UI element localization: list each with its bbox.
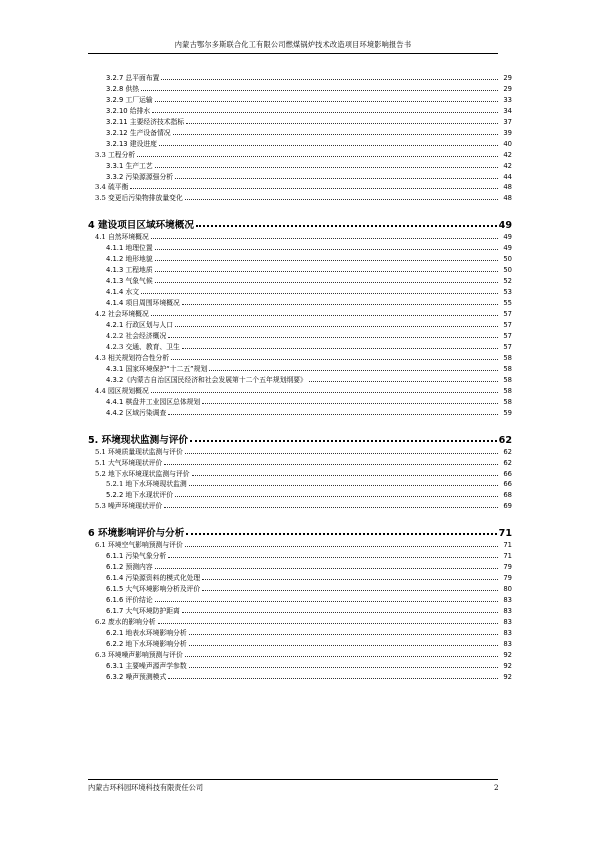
toc-leader-dots	[159, 145, 498, 146]
toc-entry-title: 6.1.4 污染源资料的模式化处理	[106, 574, 201, 583]
toc-entry[interactable]	[88, 560, 512, 571]
toc-page-number: 80	[503, 585, 512, 594]
toc-entry-title: 5.2 地下水环境现状监测与评价	[95, 469, 190, 478]
toc-entry[interactable]	[88, 241, 512, 252]
toc-entry-title: 3.2.8 供热	[106, 84, 140, 93]
toc-page-number: 58	[503, 397, 512, 406]
toc-entry-title: 3.2.13 建设进度	[106, 139, 157, 148]
toc-entry-title: 4 建设项目区域环境概况	[88, 220, 194, 232]
toc-chapter-entry[interactable]	[88, 214, 512, 230]
toc-page-number: 83	[503, 639, 512, 648]
toc-entry-title: 4.2.2 社会经济概况	[106, 331, 167, 340]
toc-page-number: 29	[503, 84, 512, 93]
toc-leader-dots	[186, 123, 498, 124]
toc-leader-dots	[141, 90, 498, 91]
toc-page-number: 48	[503, 194, 512, 203]
toc-entry[interactable]	[88, 181, 512, 192]
toc-page-number: 57	[503, 321, 512, 330]
table-of-contents	[88, 71, 512, 681]
toc-entry[interactable]	[88, 191, 512, 202]
toc-page-number: 58	[503, 375, 512, 384]
toc-leader-dots	[151, 392, 498, 393]
toc-leader-dots	[209, 370, 498, 371]
toc-page-number: 42	[503, 150, 512, 159]
toc-entry-title: 3.3 工程分析	[95, 150, 136, 159]
toc-entry-title: 4.2.1 行政区划与人口	[106, 321, 174, 330]
toc-entry[interactable]	[88, 115, 512, 126]
toc-page-number: 55	[503, 299, 512, 308]
toc-leader-dots	[185, 656, 498, 657]
toc-entry[interactable]	[88, 170, 512, 181]
toc-spacer	[88, 202, 512, 214]
toc-leader-dots	[161, 79, 498, 80]
toc-page-number: 83	[503, 628, 512, 637]
toc-entry-title: 6.1.1 污染气象分析	[106, 552, 167, 561]
toc-page-number: 50	[503, 255, 512, 264]
toc-entry[interactable]	[88, 263, 512, 274]
toc-entry[interactable]	[88, 384, 512, 395]
toc-entry-title: 4.2 社会环境概况	[95, 310, 149, 319]
toc-page-number: 58	[503, 364, 512, 373]
toc-leader-dots	[175, 326, 498, 327]
toc-leader-dots	[202, 403, 498, 404]
toc-entry-title: 6.1.2 预测内容	[106, 563, 153, 572]
toc-entry-title: 4.2.3 交通、教育、卫生	[106, 342, 180, 351]
toc-leader-dots	[155, 249, 498, 250]
toc-entry-title: 3.4 硫平衡	[95, 183, 129, 192]
toc-page-number: 40	[503, 139, 512, 148]
toc-leader-dots	[182, 348, 498, 349]
toc-entry[interactable]	[88, 406, 512, 417]
toc-entry[interactable]	[88, 488, 512, 499]
toc-entry[interactable]	[88, 230, 512, 241]
toc-leader-dots	[151, 238, 498, 239]
toc-entry[interactable]	[88, 670, 512, 681]
toc-entry[interactable]	[88, 659, 512, 670]
toc-entry-title: 5.1 环境质量现状监测与评价	[95, 447, 183, 456]
toc-page-number: 71	[498, 528, 512, 540]
toc-entry[interactable]	[88, 499, 512, 510]
toc-entry-title: 4.1.4 水文	[106, 288, 140, 297]
toc-page-number: 34	[503, 106, 512, 115]
toc-entry-title: 6.2 废水的影响分析	[95, 617, 156, 626]
toc-page-number: 92	[503, 672, 512, 681]
toc-entry-title: 4.1 自然环境概况	[95, 233, 149, 242]
toc-leader-dots	[137, 156, 498, 157]
toc-leader-dots	[168, 337, 498, 338]
toc-entry-title: 4.1.1 地理位置	[106, 244, 153, 253]
toc-entry[interactable]	[88, 582, 512, 593]
toc-page-number: 58	[503, 386, 512, 395]
toc-entry-title: 4.3.1 国家环境保护“十二五”规划	[106, 364, 208, 373]
toc-entry-title: 3.2.9 工厂运输	[106, 95, 153, 104]
toc-leader-dots	[175, 496, 498, 497]
toc-page-number: 83	[503, 617, 512, 626]
toc-page-number: 50	[503, 266, 512, 275]
toc-leader-dots	[202, 579, 498, 580]
toc-entry-title: 6.1.5 大气环境影响分析及评价	[106, 585, 201, 594]
toc-entry[interactable]	[88, 648, 512, 659]
toc-leader-dots	[175, 178, 498, 179]
toc-page-number: 57	[503, 342, 512, 351]
toc-leader-dots	[192, 475, 498, 476]
toc-leader-dots	[190, 440, 497, 442]
toc-entry[interactable]	[88, 71, 512, 82]
toc-entry-title: 6.2.2 地下水环境影响分析	[106, 639, 187, 648]
toc-leader-dots	[155, 101, 498, 102]
toc-entry[interactable]	[88, 593, 512, 604]
toc-entry[interactable]	[88, 549, 512, 560]
toc-page-number: 44	[503, 172, 512, 181]
toc-leader-dots	[130, 188, 498, 189]
toc-entry[interactable]	[88, 159, 512, 170]
toc-page-number: 58	[503, 353, 512, 362]
toc-entry-title: 3.5 变更后污染物排放量变化	[95, 194, 183, 203]
toc-entry-title: 3.2.10 给排水	[106, 106, 151, 115]
toc-entry-title: 4.4.2 区域污染调查	[106, 408, 167, 417]
toc-page-number: 62	[503, 458, 512, 467]
toc-entry[interactable]	[88, 329, 512, 340]
toc-leader-dots	[185, 546, 498, 547]
toc-leader-dots	[164, 507, 498, 508]
toc-entry[interactable]	[88, 93, 512, 104]
toc-leader-dots	[164, 464, 498, 465]
toc-entry-title: 5.3 噪声环境现状评价	[95, 502, 163, 511]
toc-entry-title: 5.2.1 地下水环境现状监测	[106, 480, 187, 489]
toc-leader-dots	[141, 293, 498, 294]
toc-entry-title: 6.3 环境噪声影响预测与评价	[95, 650, 183, 659]
toc-entry[interactable]	[88, 478, 512, 489]
toc-entry-title: 5.1 大气环境现状评价	[95, 458, 163, 467]
toc-leader-dots	[189, 634, 498, 635]
toc-entry-title: 6.2.1 地表水环境影响分析	[106, 628, 187, 637]
toc-leader-dots	[186, 533, 496, 535]
toc-entry-title: 4.1.4 项目周围环境概况	[106, 299, 180, 308]
toc-leader-dots	[173, 134, 498, 135]
toc-entry[interactable]	[88, 137, 512, 148]
toc-page-number: 68	[503, 491, 512, 500]
toc-leader-dots	[189, 645, 498, 646]
toc-page-number: 49	[503, 233, 512, 242]
page-header: 内蒙古鄂尔多斯联合化工有限公司燃煤锅炉技术改造项目环境影响报告书	[174, 40, 412, 49]
toc-entry[interactable]	[88, 395, 512, 406]
toc-entry-title: 5.2.2 地下水现状评价	[106, 491, 174, 500]
toc-page-number: 83	[503, 596, 512, 605]
toc-leader-dots	[185, 199, 498, 200]
toc-page-number: 42	[503, 161, 512, 170]
toc-page-number: 62	[498, 434, 512, 446]
toc-leader-dots	[185, 453, 498, 454]
toc-chapter-entry[interactable]	[88, 429, 512, 445]
toc-entry-title: 4.1.3 工程地质	[106, 266, 153, 275]
toc-entry[interactable]	[88, 340, 512, 351]
toc-page-number: 71	[503, 552, 512, 561]
toc-leader-dots	[155, 271, 498, 272]
toc-leader-dots	[151, 315, 498, 316]
toc-entry-title: 3.2.7 总平面布置	[106, 73, 160, 82]
toc-entry-title: 6.1.6 评价结论	[106, 596, 153, 605]
toc-leader-dots	[182, 304, 498, 305]
toc-entry[interactable]	[88, 445, 512, 456]
toc-leader-dots	[168, 414, 498, 415]
toc-leader-dots	[189, 667, 498, 668]
toc-entry[interactable]	[88, 296, 512, 307]
toc-entry[interactable]	[88, 362, 512, 373]
toc-page-number: 59	[503, 408, 512, 417]
toc-leader-dots	[158, 623, 498, 624]
toc-entry-title: 3.2.12 生产设备情况	[106, 128, 171, 137]
toc-page-number: 57	[503, 310, 512, 319]
toc-page-number: 48	[503, 183, 512, 192]
toc-entry-title: 6.3.1 主要噪声源声学参数	[106, 661, 187, 670]
toc-entry[interactable]	[88, 351, 512, 362]
page-number: 2	[494, 783, 499, 792]
toc-entry[interactable]	[88, 373, 512, 384]
toc-leader-dots	[189, 485, 498, 486]
toc-entry[interactable]	[88, 318, 512, 329]
toc-leader-dots	[155, 568, 498, 569]
toc-page-number: 69	[503, 502, 512, 511]
toc-entry[interactable]	[88, 604, 512, 615]
toc-page-number: 52	[503, 277, 512, 286]
toc-entry-title: 5. 环境现状监测与评价	[88, 434, 189, 446]
toc-entry[interactable]	[88, 307, 512, 318]
footer-divider	[88, 779, 498, 780]
toc-entry-title: 3.3.2 污染源源强分析	[106, 172, 174, 181]
toc-page-number: 92	[503, 661, 512, 670]
toc-entry-title: 6 环境影响评价与分析	[88, 528, 185, 540]
toc-page-number: 49	[503, 244, 512, 253]
toc-entry-title: 4.4.1 棋盘井工业园区总体规划	[106, 397, 201, 406]
toc-entry[interactable]	[88, 626, 512, 637]
toc-entry-title: 3.3.1 生产工艺	[106, 161, 153, 170]
toc-leader-dots	[202, 590, 498, 591]
toc-entry[interactable]	[88, 637, 512, 648]
toc-leader-dots	[196, 225, 497, 227]
toc-leader-dots	[182, 612, 498, 613]
toc-page-number: 33	[503, 95, 512, 104]
toc-page-number: 92	[503, 650, 512, 659]
toc-entry-title: 6.1.7 大气环境防护距离	[106, 607, 180, 616]
header-divider	[88, 53, 498, 54]
toc-entry[interactable]	[88, 456, 512, 467]
toc-entry-title: 6.3.2 噪声预测模式	[106, 672, 167, 681]
toc-page-number: 49	[498, 220, 512, 232]
toc-entry[interactable]	[88, 126, 512, 137]
toc-leader-dots	[309, 381, 498, 382]
toc-page-number: 79	[503, 574, 512, 583]
toc-page-number: 71	[503, 541, 512, 550]
toc-entry-title: 6.1 环境空气影响预测与评价	[95, 541, 183, 550]
toc-entry[interactable]	[88, 615, 512, 626]
toc-page-number: 37	[503, 117, 512, 126]
toc-entry[interactable]	[88, 571, 512, 582]
toc-page-number: 53	[503, 288, 512, 297]
toc-entry[interactable]	[88, 467, 512, 478]
toc-page-number: 66	[503, 480, 512, 489]
footer-company: 内蒙古环科园环境科技有限责任公司	[88, 783, 204, 792]
toc-page-number: 83	[503, 607, 512, 616]
toc-entry[interactable]	[88, 285, 512, 296]
toc-entry-title: 4.4 园区规划概况	[95, 386, 149, 395]
toc-leader-dots	[155, 260, 498, 261]
toc-leader-dots	[155, 601, 498, 602]
toc-page-number: 39	[503, 128, 512, 137]
toc-entry-title: 4.1.2 地形地貌	[106, 255, 153, 264]
toc-entry[interactable]	[88, 104, 512, 115]
toc-page-number: 29	[503, 73, 512, 82]
toc-leader-dots	[168, 678, 498, 679]
toc-entry[interactable]	[88, 274, 512, 285]
toc-entry-title: 3.2.11 主要经济技术指标	[106, 117, 185, 126]
toc-leader-dots	[171, 359, 498, 360]
toc-entry-title: 4.3.2《内蒙古自治区国民经济和社会发展第十二个五年规划纲要》	[106, 375, 307, 384]
toc-entry-title: 4.1.3 气象气候	[106, 277, 153, 286]
toc-entry[interactable]	[88, 252, 512, 263]
toc-leader-dots	[152, 112, 498, 113]
toc-spacer	[88, 510, 512, 522]
toc-leader-dots	[168, 557, 498, 558]
toc-page-number: 79	[503, 563, 512, 572]
toc-page-number: 57	[503, 331, 512, 340]
toc-page-number: 66	[503, 469, 512, 478]
toc-leader-dots	[155, 167, 498, 168]
toc-entry[interactable]	[88, 538, 512, 549]
toc-entry[interactable]	[88, 82, 512, 93]
toc-leader-dots	[155, 282, 498, 283]
toc-chapter-entry[interactable]	[88, 522, 512, 538]
toc-entry[interactable]	[88, 148, 512, 159]
toc-entry-title: 4.3 相关规划符合性分析	[95, 353, 170, 362]
toc-spacer	[88, 417, 512, 429]
toc-page-number: 62	[503, 447, 512, 456]
